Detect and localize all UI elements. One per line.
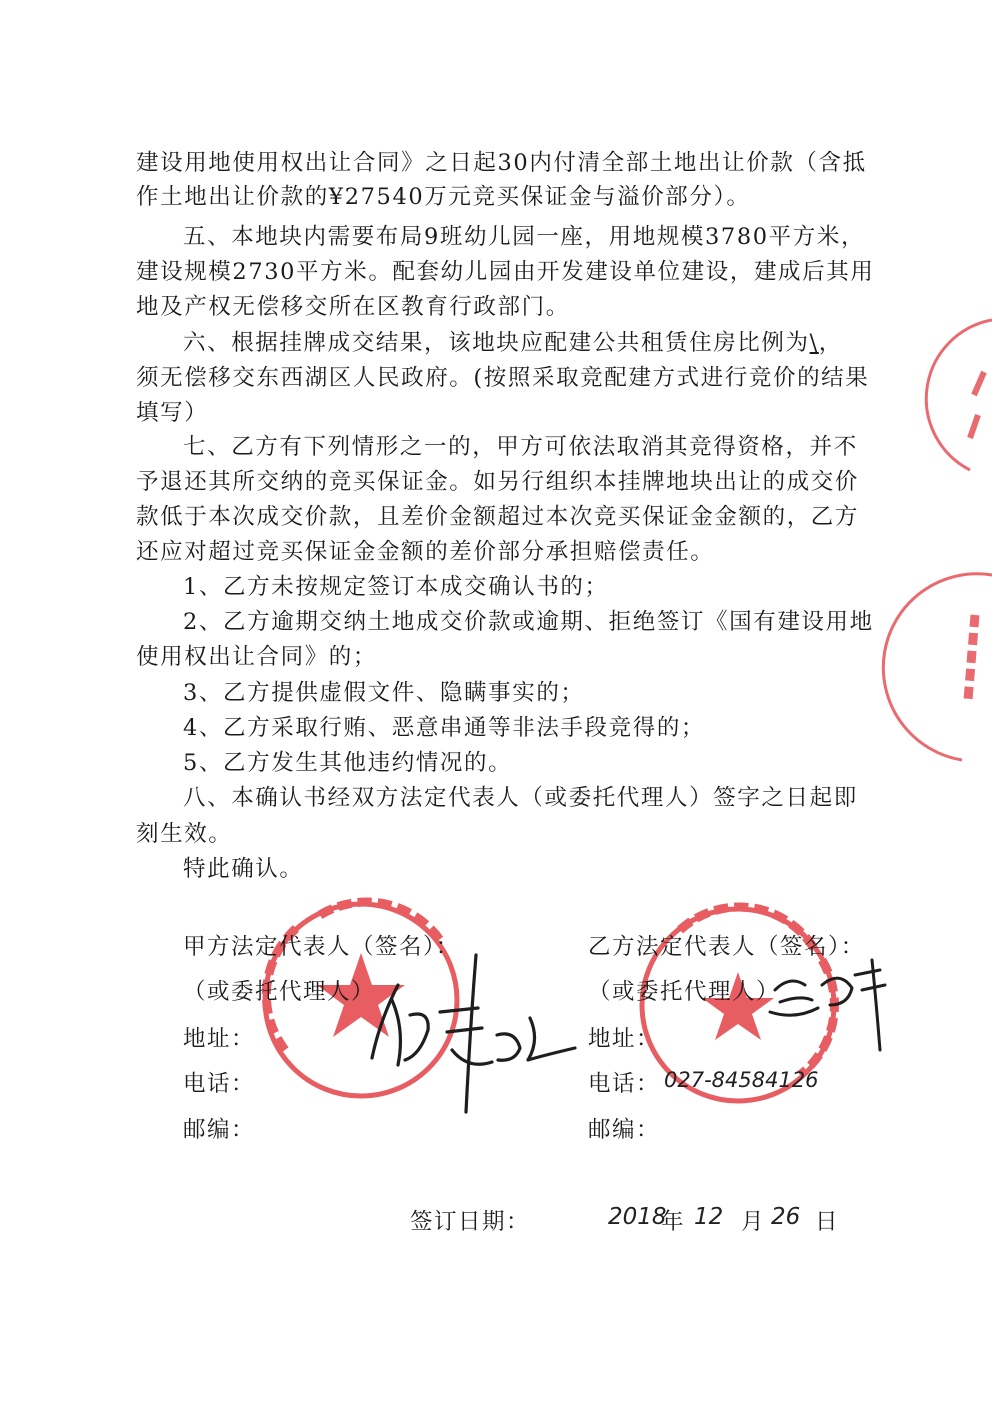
party-a-rep-label: 甲方法定代表人（签名）： <box>183 934 460 960</box>
text-line: 2、乙方逾期交纳土地成交价款或逾期、拒绝签订《国有建设用地 <box>183 609 874 635</box>
text-line: 特此确认。 <box>183 856 304 882</box>
text-line: 七、乙方有下列情形之一的，甲方可依法取消其竞得资格，并不 <box>183 434 858 460</box>
party-b-address-label: 地址： <box>588 1026 661 1052</box>
text-line: 五、本地块内需要布局9班幼儿园一座，用地规模3780平方米， <box>183 224 866 250</box>
text-line: 使用权出让合同》的； <box>136 644 378 670</box>
text-line: 建设规模2730平方米。配套幼儿园由开发建设单位建设，建成后其用 <box>136 259 875 285</box>
text-line: 刻生效。 <box>136 821 233 847</box>
text-line: 予退还其所交纳的竞买保证金。如另行组织本挂牌地块出让的成交价 <box>136 469 860 495</box>
signing-day-unit: 日 <box>815 1209 840 1235</box>
party-a-postcode-label: 邮编： <box>183 1117 256 1143</box>
text-fragment: 六、根据挂牌成交结果，该地块应配建公共租赁住房比例为 <box>183 330 810 356</box>
signing-month-unit: 月 <box>741 1209 766 1235</box>
signing-year: 2018 <box>608 1204 667 1230</box>
party-b-phone-value: 027-84584126 <box>664 1068 819 1092</box>
signing-year-unit: 年 <box>661 1209 686 1235</box>
party-b-signature <box>770 960 885 1050</box>
signing-date-label: 签订日期： <box>410 1209 531 1235</box>
party-a-address-label: 地址： <box>183 1026 256 1052</box>
text-line: 地及产权无偿移交所在区教育行政部门。 <box>136 294 570 320</box>
text-line: 须无偿移交东西湖区人民政府。(按照采取竞配建方式进行竞价的结果 <box>136 365 870 391</box>
text-line: 1、乙方未按规定签订本成交确认书的； <box>183 574 609 600</box>
text-line: 作土地出让价款的¥27540万元竞买保证金与溢价部分）。 <box>136 184 751 210</box>
text-line: 还应对超过竞买保证金金额的差价部分承担赔偿责任。 <box>136 539 715 565</box>
blank-fill-value: \ <box>809 330 819 356</box>
party-b-rep-label: 乙方法定代表人（签名）： <box>588 934 865 960</box>
signing-day: 26 <box>771 1204 801 1230</box>
party-a-signature <box>372 955 575 1112</box>
party-b-phone-label: 电话： <box>588 1071 661 1097</box>
text-line: 八、本确认书经双方法定代表人（或委托代理人）签字之日起即 <box>183 785 858 811</box>
text-line: 建设用地使用权出让合同》之日起30内付清全部土地出让价款（含抵 <box>136 150 867 176</box>
text-line: 3、乙方提供虚假文件、隐瞒事实的； <box>183 680 585 706</box>
signing-month: 12 <box>694 1204 724 1230</box>
text-line: 4、乙方采取行贿、恶意串通等非法手段竞得的； <box>183 715 706 741</box>
text-fragment: ， <box>818 330 843 356</box>
text-line: 填写） <box>136 400 209 426</box>
party-a-agent-label: （或委托代理人） <box>183 979 376 1005</box>
party-a-phone-label: 电话： <box>183 1071 256 1097</box>
text-line: 5、乙方发生其他违约情况的。 <box>183 750 513 776</box>
text-line: 款低于本次成交价款，且差价金额超过本次竞买保证金金额的，乙方 <box>136 504 860 530</box>
party-b-postcode-label: 邮编： <box>588 1117 661 1143</box>
party-b-agent-label: （或委托代理人） <box>588 979 781 1005</box>
